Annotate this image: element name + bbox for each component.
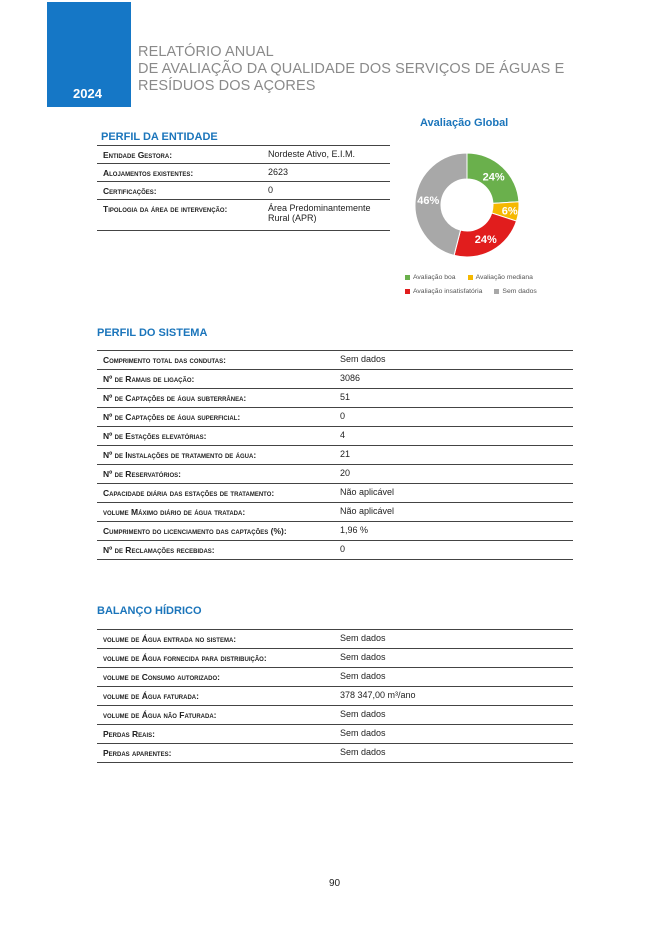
row-value: Sem dados <box>340 747 386 757</box>
title-line-2: DE AVALIAÇÃO DA QUALIDADE DOS SERVIÇOS DE ÁGUAS E <box>138 61 565 77</box>
row-label: Nº de Estações elevatórias: <box>103 431 207 441</box>
section-heading-perfil-entidade: PERFIL DA ENTIDADE <box>101 131 218 143</box>
row-value: 2623 <box>268 167 289 177</box>
donut-slice-label: 24% <box>474 234 497 247</box>
row-value: 4 <box>340 430 346 440</box>
donut-slice-label: 6% <box>501 205 518 218</box>
row-label: Cumprimento do licenciamento das captações (%): <box>103 526 287 536</box>
table-row <box>97 630 573 649</box>
balanco-hidrico-table <box>97 629 573 763</box>
row-label: Capacidade diária das estações de tratamento: <box>103 488 275 498</box>
row-value: 51 <box>340 392 351 402</box>
table-row <box>97 427 573 446</box>
section-heading-perfil-sistema: PERFIL DO SISTEMA <box>97 327 208 339</box>
page-number: 90 <box>329 878 341 889</box>
table-row <box>97 744 573 763</box>
title-line-3: RESÍDUOS DOS AÇORES <box>138 78 316 94</box>
row-label: Alojamentos existentes: <box>103 168 194 178</box>
legend-item <box>494 288 536 295</box>
row-value: Sem dados <box>340 728 386 738</box>
perfil-entidade-table <box>97 145 390 231</box>
row-label: Nº de Reservatórios: <box>103 469 181 479</box>
table-row <box>97 146 390 164</box>
year-badge <box>47 2 131 107</box>
table-row <box>97 351 573 370</box>
row-value: 0 <box>340 544 346 554</box>
table-row <box>97 503 573 522</box>
legend-swatch <box>468 275 473 280</box>
legend-item <box>405 288 482 295</box>
avaliacao-global-donut-chart <box>412 150 522 260</box>
row-label: Tipologia da área de intervenção: <box>103 204 228 214</box>
table-row <box>97 389 573 408</box>
row-label: Comprimento total das condutas: <box>103 355 226 365</box>
row-label: Nº de Reclamações recebidas: <box>103 545 215 555</box>
row-label: Nº de Captações de água superficial: <box>103 412 241 422</box>
table-row <box>97 687 573 706</box>
row-label: volume de Água entrada no sistema: <box>103 634 237 644</box>
row-value: Não aplicável <box>340 506 395 516</box>
donut-slice-label: 24% <box>482 171 505 184</box>
row-value: 1,96 % <box>340 525 369 535</box>
row-value: Sem dados <box>340 709 386 719</box>
row-value: Não aplicável <box>340 487 395 497</box>
table-row <box>97 522 573 541</box>
table-row <box>97 408 573 427</box>
chart-legend <box>405 274 537 302</box>
table-row <box>97 200 390 231</box>
row-value: 21 <box>340 449 351 459</box>
row-value: Sem dados <box>340 633 386 643</box>
legend-swatch <box>405 275 410 280</box>
legend-item <box>468 274 533 281</box>
row-label: Perdas aparentes: <box>103 748 172 758</box>
row-label: Perdas Reais: <box>103 729 156 739</box>
row-label: volume de Água fornecida para distribuição: <box>103 653 267 663</box>
row-label: Entidade Gestora: <box>103 150 173 160</box>
row-label: Nº de Ramais de ligação: <box>103 374 195 384</box>
row-value: Sem dados <box>340 652 386 662</box>
row-value: Nordeste Ativo, E.I.M. <box>268 149 356 159</box>
row-label: volume de Água não Faturada: <box>103 710 217 720</box>
table-row <box>97 182 390 200</box>
table-row <box>97 465 573 484</box>
legend-swatch <box>405 289 410 294</box>
table-row <box>97 446 573 465</box>
chart-title: Avaliação Global <box>420 117 509 129</box>
row-label: volume de Água faturada: <box>103 691 199 701</box>
row-value: Área Predominantemente Rural (APR) <box>268 203 371 223</box>
donut-slice-label: 46% <box>417 195 440 208</box>
year-label: 2024 <box>73 86 102 101</box>
report-title <box>138 44 564 95</box>
table-row <box>97 164 390 182</box>
table-row <box>97 725 573 744</box>
section-heading-balanco-hidrico: BALANÇO HÍDRICO <box>97 605 202 617</box>
row-value: 3086 <box>340 373 361 383</box>
legend-item <box>405 274 456 281</box>
title-line-1: RELATÓRIO ANUAL <box>138 44 274 60</box>
table-row <box>97 370 573 389</box>
row-value: 378 347,00 m³/ano <box>340 690 416 700</box>
row-label: Nº de Captações de água subterrânea: <box>103 393 247 403</box>
table-row <box>97 649 573 668</box>
row-label: Nº de Instalações de tratamento de água: <box>103 450 257 460</box>
table-row <box>97 706 573 725</box>
row-label: volume Máximo diário de água tratada: <box>103 507 246 517</box>
legend-label: Avaliação insatisfatória <box>413 288 483 295</box>
legend-label: Avaliação boa <box>413 274 456 281</box>
table-row <box>97 541 573 560</box>
row-label: volume de Consumo autorizado: <box>103 672 220 682</box>
row-value: 0 <box>268 185 274 195</box>
table-row <box>97 484 573 503</box>
row-value: 20 <box>340 468 351 478</box>
table-row <box>97 668 573 687</box>
row-label: Certificações: <box>103 186 157 196</box>
legend-label: Sem dados <box>502 288 537 295</box>
row-value: Sem dados <box>340 354 386 364</box>
row-value: 0 <box>340 411 346 421</box>
legend-label: Avaliação mediana <box>475 274 533 281</box>
row-value: Sem dados <box>340 671 386 681</box>
legend-swatch <box>494 289 499 294</box>
perfil-sistema-table <box>97 350 573 560</box>
